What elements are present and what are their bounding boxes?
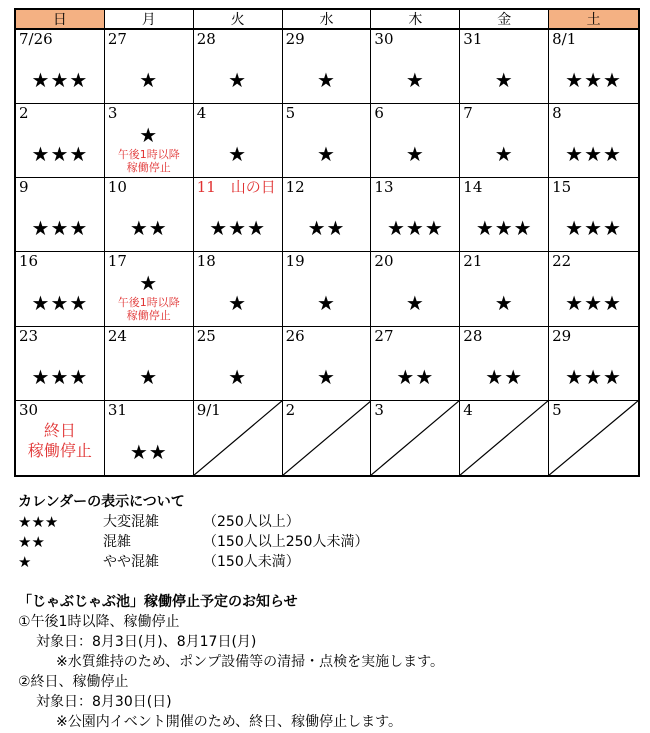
legend-stars: ★ — [18, 553, 32, 571]
closure-note-line: 午後1時以降 — [117, 148, 180, 162]
day-number: 13 — [374, 178, 394, 197]
legend-title: カレンダーの表示について — [18, 494, 185, 510]
crowd-level-stars: ★ — [317, 290, 336, 315]
calendar-day-cell — [194, 178, 283, 252]
crowd-level-stars: ★ — [405, 290, 425, 315]
calendar-day-cell — [460, 327, 549, 401]
calendar-day-cell — [16, 104, 105, 178]
calendar-day-cell — [16, 30, 105, 104]
day-number: 20 — [374, 252, 394, 271]
calendar-day-cell — [460, 30, 549, 104]
day-number: 31 — [463, 30, 483, 48]
full-day-closure-note — [16, 421, 104, 461]
day-number: 4 — [463, 400, 473, 419]
crowd-level-stars: ★★★ — [565, 216, 622, 241]
day-number: 5 — [552, 400, 562, 419]
day-number: 8/1 — [552, 30, 577, 48]
legend-stars: ★★★ — [18, 513, 59, 531]
closure-note-line: 稼働停止 — [126, 309, 171, 323]
calendar-day-cell — [16, 401, 105, 475]
crowd-level-stars: ★★★ — [31, 290, 89, 315]
calendar-day-cell — [549, 401, 638, 475]
calendar-day-cell — [194, 30, 283, 104]
crowd-level-stars: ★★★ — [31, 216, 89, 241]
day-number: 19 — [285, 252, 305, 271]
calendar-day-cell — [371, 327, 460, 401]
crowd-level-stars: ★ — [139, 364, 159, 389]
legend-range: （150人未満） — [203, 554, 300, 570]
calendar-day-cell — [460, 178, 549, 252]
day-number: 29 — [552, 326, 572, 345]
weekday-header-fri: 金 — [460, 10, 549, 30]
crowd-level-stars: ★★ — [485, 364, 524, 389]
unavailable-slash — [549, 401, 638, 475]
closure-note — [105, 296, 193, 322]
day-number: 10 — [107, 178, 127, 197]
legend-row — [18, 512, 638, 532]
day-number: 4 — [196, 104, 207, 123]
calendar-day-cell — [16, 327, 105, 401]
crowd-level-stars: ★★ — [307, 216, 346, 241]
calendar-day-cell — [371, 178, 460, 252]
crowd-level-stars: ★ — [317, 68, 336, 93]
day-number: 12 — [285, 178, 305, 197]
crowd-level-stars: ★★★ — [565, 364, 622, 389]
day-number: 6 — [374, 104, 384, 123]
unavailable-slash — [283, 401, 371, 475]
day-number: 24 — [107, 326, 127, 345]
calendar-day-cell — [283, 327, 372, 401]
calendar-day-cell — [105, 178, 194, 252]
weekday-header-thu: 木 — [371, 10, 460, 30]
day-number: 9/1 — [196, 400, 221, 419]
calendar-day-cell — [16, 252, 105, 326]
legend-label: 大変混雑 — [103, 514, 159, 530]
legend-label: 混雑 — [103, 534, 131, 550]
crowd-level-stars: ★★★ — [31, 68, 89, 93]
weekday-header-sun: 日 — [16, 10, 105, 30]
calendar-day-cell — [16, 178, 105, 252]
crowd-level-stars: ★★ — [396, 364, 435, 389]
crowd-level-stars: ★ — [494, 290, 514, 315]
notice-item-1: ①午後1時以降、稼働停止 — [18, 614, 180, 630]
weekday-header-mon: 月 — [105, 10, 194, 30]
calendar-day-cell — [105, 30, 194, 104]
crowd-level-stars: ★★★ — [31, 364, 89, 389]
crowd-level-stars: ★ — [494, 142, 514, 167]
legend-range: （150人以上250人未満） — [203, 534, 369, 550]
day-number: 16 — [19, 252, 39, 271]
day-number: 18 — [196, 252, 216, 271]
crowd-level-stars: ★ — [228, 290, 248, 315]
closure-note-line: 終日 — [43, 420, 76, 440]
calendar-day-cell — [194, 401, 283, 475]
calendar-day-cell — [549, 327, 638, 401]
unavailable-slash — [371, 401, 459, 475]
notice-item-2-target: 対象日：8月30日(日) — [36, 694, 172, 710]
day-number: 21 — [463, 252, 483, 271]
legend-range: （250人以上） — [203, 514, 300, 530]
day-number: 27 — [107, 30, 127, 48]
calendar-day-cell — [460, 401, 549, 475]
calendar-day-cell — [283, 178, 372, 252]
day-number: 9 — [19, 178, 29, 197]
day-number: 30 — [374, 30, 394, 48]
closure-note — [105, 148, 193, 174]
crowd-level-stars: ★★★ — [565, 142, 622, 167]
day-number: 25 — [196, 326, 216, 345]
calendar-day-cell — [460, 104, 549, 178]
crowd-level-stars: ★★★ — [475, 216, 533, 241]
day-number: 17 — [107, 252, 127, 271]
day-number: 2 — [19, 104, 29, 123]
notice — [18, 592, 638, 732]
crowd-level-stars: ★ — [228, 364, 248, 389]
weekday-header-tue: 火 — [194, 10, 283, 30]
calendar-day-cell — [194, 104, 283, 178]
day-number: 27 — [374, 326, 394, 345]
day-number: 11 山の日 — [196, 178, 276, 197]
crowd-level-stars: ★ — [228, 68, 248, 93]
calendar-day-cell — [371, 104, 460, 178]
calendar-day-cell — [549, 30, 638, 104]
calendar-day-cell — [105, 104, 194, 178]
crowd-level-stars: ★ — [317, 142, 336, 167]
crowd-level-stars: ★★ — [129, 439, 168, 464]
crowd-level-stars: ★★★ — [31, 142, 89, 167]
calendar-day-cell — [283, 30, 372, 104]
legend — [18, 492, 638, 572]
closure-note-line: 稼働停止 — [27, 440, 92, 460]
calendar-day-cell — [549, 252, 638, 326]
notice-title: 「じゃぶじゃぶ池」稼働停止予定のお知らせ — [18, 594, 298, 610]
day-number: 29 — [285, 30, 305, 48]
weekday-header-sat: 土 — [549, 10, 638, 30]
day-number: 3 — [374, 400, 384, 419]
calendar-day-cell — [371, 401, 460, 475]
day-number: 7/26 — [19, 30, 53, 48]
crowd-level-stars: ★ — [139, 123, 159, 148]
day-number: 2 — [285, 400, 296, 419]
calendar-day-cell — [460, 252, 549, 326]
crowd-level-stars: ★ — [139, 68, 159, 93]
unavailable-slash — [460, 401, 548, 475]
calendar-day-cell — [549, 178, 638, 252]
day-number: 7 — [463, 104, 473, 123]
calendar-day-cell — [283, 401, 372, 475]
day-number: 15 — [552, 178, 572, 197]
weekday-header-wed: 水 — [283, 10, 372, 30]
crowd-level-stars: ★★★ — [565, 290, 622, 315]
day-number: 28 — [196, 30, 216, 48]
calendar-day-cell — [549, 104, 638, 178]
legend-stars: ★★ — [18, 533, 45, 551]
crowd-level-stars: ★ — [139, 271, 159, 296]
calendar-day-cell — [371, 252, 460, 326]
calendar-day-cell — [283, 252, 372, 326]
crowd-level-stars: ★ — [405, 68, 425, 93]
day-number: 22 — [552, 252, 572, 271]
legend-row — [18, 532, 638, 552]
crowd-level-stars: ★ — [228, 142, 248, 167]
calendar-grid — [14, 8, 640, 477]
calendar-day-cell — [105, 327, 194, 401]
crowd-level-stars: ★★★ — [565, 68, 622, 93]
crowd-level-stars: ★★★ — [386, 216, 444, 241]
day-number: 31 — [107, 400, 127, 419]
legend-row — [18, 552, 638, 572]
day-number: 30 — [19, 400, 39, 419]
crowd-level-stars: ★ — [494, 68, 514, 93]
day-number: 28 — [463, 326, 483, 345]
calendar-day-cell — [194, 252, 283, 326]
day-number: 26 — [285, 326, 305, 345]
day-number: 5 — [285, 104, 296, 123]
crowd-level-stars: ★★★ — [209, 216, 267, 241]
calendar-day-cell — [371, 30, 460, 104]
day-number: 8 — [552, 104, 562, 123]
notice-item-2: ②終日、稼働停止 — [18, 674, 129, 690]
calendar-day-cell — [105, 252, 194, 326]
day-number: 23 — [19, 326, 39, 345]
day-number: 14 — [463, 178, 483, 197]
crowd-level-stars: ★ — [405, 142, 425, 167]
crowd-level-stars: ★ — [317, 364, 336, 389]
calendar-day-cell — [194, 327, 283, 401]
legend-label: やや混雑 — [103, 554, 159, 570]
calendar-day-cell — [105, 401, 194, 475]
calendar-day-cell — [283, 104, 372, 178]
day-number: 3 — [107, 104, 118, 123]
notice-item-2-reason: ※公園内イベント開催のため、終日、稼働停止します。 — [56, 714, 403, 730]
crowd-level-stars: ★★ — [129, 216, 168, 241]
notice-item-1-reason: ※水質維持のため、ポンプ設備等の清掃・点検を実施します。 — [56, 654, 445, 670]
notice-item-1-target: 対象日：8月3日(月)、8月17日(月) — [36, 634, 257, 650]
closure-note-line: 午後1時以降 — [117, 296, 180, 310]
closure-note-line: 稼働停止 — [126, 161, 171, 175]
